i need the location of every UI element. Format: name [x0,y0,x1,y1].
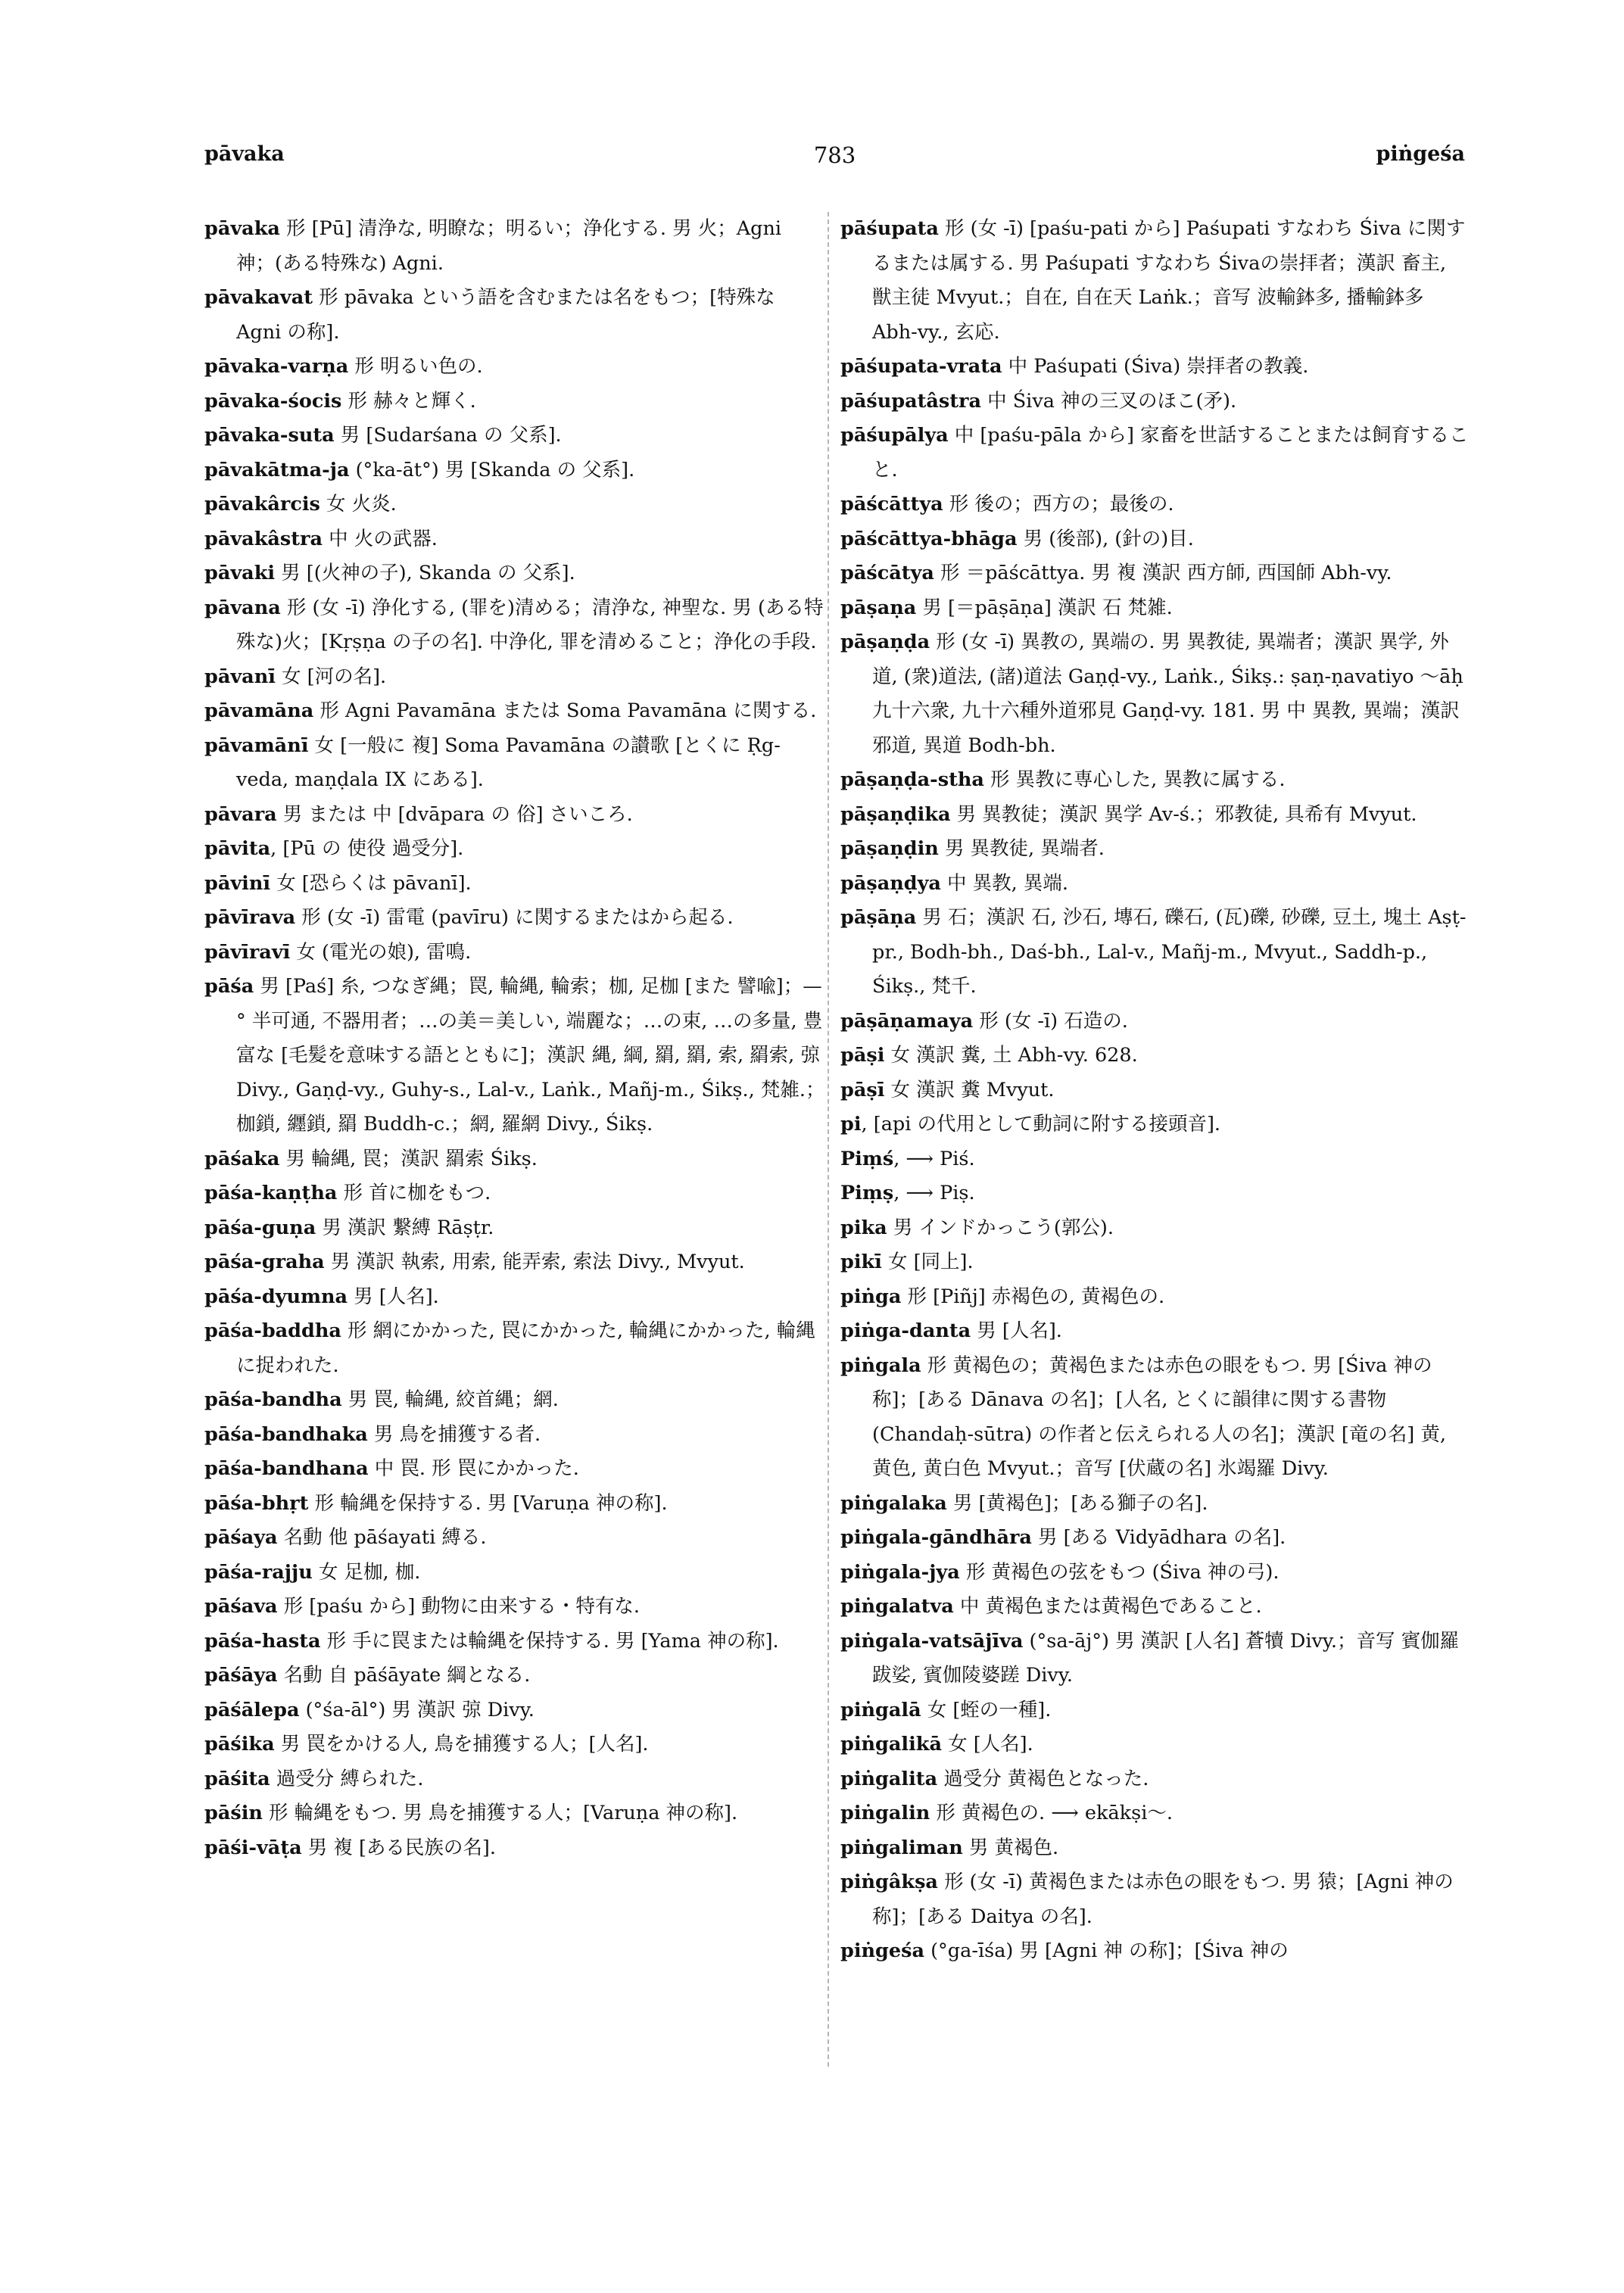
entry-headword: pāṣaṇḍya [840,871,941,895]
dictionary-entry [204,1693,825,1728]
dictionary-entry [840,798,1469,833]
dictionary-entry [204,1314,825,1383]
entry-headword: piṅgalin [840,1802,930,1824]
entry-headword: pāśa-bandhaka [204,1422,368,1446]
dictionary-entry [840,1728,1469,1762]
entry-headword: pika [840,1216,887,1239]
entry-definition: 男 [ある Vidyādhara の名]. [1031,1526,1286,1549]
dictionary-entry [840,1108,1469,1142]
entry-definition: 男 [人名]. [348,1285,439,1308]
entry-definition: 形 (女 -ī) [paśu-pati から] Paśupati すなわち Śiva に関するまたは属する. 男 Paśupati すなわち Śivaの崇拝者；漢訳 畜主, 獣主徒 Mvyut.；自在, 自在天 Laṅk.；音写 波輸鉢多, 播輸鉢多 Abh-vy., 玄応. [872,217,1466,344]
dictionary-entry [840,556,1469,591]
entry-headword: piṅgala-gāndhāra [840,1526,1032,1549]
entry-headword: pāvakātma-ja [204,458,350,481]
entry-definition: 中 異教, 異端. [940,871,1068,895]
dictionary-entry [204,832,825,867]
entry-definition: 形 (女 -ī) 異教の, 異端の. 男 異教徒, 異端者；漢訳 異学, 外道, (衆)道法, (諸)道法 Gaṇḍ-vy., Laṅk., Śikṣ.: ṣaṇ-ṇavatiyo ～āḥ 九十六衆, 九十六種外道邪見 Gaṇḍ-vy. 181. 男 中 異教, 異端；漢訳 邪道, 異道 Bodh-bh. [872,631,1463,757]
entry-definition: 女 [人名]. [941,1733,1033,1756]
entry-definition: (°ga-īśa) 男 [Agni 神 の称]；[Śiva 神の [924,1939,1289,1962]
entry-headword: pāvaka-suta [204,424,335,447]
entry-headword: pāṣī [840,1078,885,1101]
entry-definition: , [Pū の 使役 過受分]. [270,837,464,860]
entry-headword: pāśa-bhṛt [204,1491,309,1515]
entry-headword: pāvaki [204,562,276,584]
entry-definition: 女 [河の名]. [275,665,387,688]
entry-definition: (°sa-āj°) 男 漢訳 [人名] 蒼犢 Divy.；音写 賓伽羅跋娑, 賓伽陵婆蹉 Divy. [872,1629,1460,1687]
entry-headword: Piṃś [840,1147,894,1170]
dictionary-entry [204,522,825,557]
header-left-guideword: pāvaka [204,142,285,166]
entry-definition: 中 火の武器. [322,527,438,550]
entry-headword: pāvana [204,596,281,619]
entry-headword: piṅgala-jya [840,1560,960,1584]
entry-definition: 形 黄褐色の；黄褐色または赤色の眼をもつ. 男 [Śiva 神の称]；[ある Dānava の名]；[人名, とくに韻律に関する書物 (Chandaḥ-sūtra) の作者と伝えられる人の名]；漢訳 [竜の名] 黄, 黄色, 黄白色 Mvyut.；音写 [伏蔵の名] 氷竭羅 Divy. [872,1354,1446,1480]
dictionary-entry [204,1728,825,1762]
entry-headword: pāśa-bandha [204,1388,342,1411]
entry-headword: pāvaka-śocis [204,389,342,413]
dictionary-entry [840,350,1469,385]
entry-definition: 女 (電光の娘), 雷鳴. [290,940,472,964]
entry-definition: 形 (女 -ī) 雷電 (pavīru) に関するまたはから起る. [295,906,734,929]
entry-definition: , ⟶ Piś. [893,1147,975,1170]
dictionary-entry [204,1487,825,1522]
entry-headword: pāṣaṇḍa [840,631,930,653]
entry-headword: pāvara [204,802,277,826]
entry-headword: pāṣaṇḍika [840,802,951,826]
entry-headword: piṅgaliman [840,1836,963,1859]
entry-headword: pāścāttya [840,493,943,516]
entry-headword: piṅgala [840,1354,921,1377]
dictionary-entry [840,1590,1469,1625]
dictionary-entry [840,212,1469,350]
dictionary-entry [840,1934,1469,1969]
dictionary-entry [204,729,825,798]
entry-definition: 過受分 黄褐色となった. [937,1767,1149,1790]
entry-definition: 形 異教に専心した, 異教に属する. [983,768,1286,791]
dictionary-entry [840,419,1469,488]
entry-headword: piṅgalikā [840,1733,942,1756]
entry-headword: pāśa-hasta [204,1629,321,1653]
entry-definition: 男 [Paś] 糸, つなぎ縄；罠, 輪縄, 輪索；枷, 足枷 [また 譬喩]；—° 半可通, 不器用者；…の美＝美しい, 端麗な；…の束, …の多量, 豊富な [毛髪を意味する語とともに]；漢訳 縄, 綱, 羂, 羂, 索, 羂索, 弶 Divy., Gaṇḍ-vy., Guhy-s., Lal-v., Laṅk., Mañj-m., Śikṣ., 梵雑.；枷鎖, 纒鎖, 羂 Buddh-c.；網, 羅網 Divy., Śikṣ. [236,975,825,1136]
dictionary-entry [840,522,1469,557]
entry-definition: 形 [Pū] 清浄な, 明瞭な；明るい；浄化する. 男 火；Agni 神；(ある特殊な) Agni. [236,217,782,275]
entry-definition: 男 (後部), (針の)目. [1017,527,1194,550]
entry-definition: 形 黄褐色の. ⟶ ekākṣi～. [930,1802,1173,1824]
entry-definition: 中 [paśu-pāla から] 家畜を世話することまたは飼育すること. [872,424,1469,481]
dictionary-entry [840,591,1469,626]
dictionary-entry [204,488,825,522]
dictionary-entry [204,1142,825,1177]
entry-definition: 女 足枷, 枷. [312,1560,421,1584]
entry-headword: pāvamānī [204,734,309,757]
dictionary-entry [840,1005,1469,1039]
dictionary-entry [204,1556,825,1590]
dictionary-entry [840,385,1469,419]
dictionary-entry [204,1762,825,1797]
entry-headword: pāśika [204,1733,275,1756]
dictionary-entry [840,1314,1469,1349]
entry-headword: pāṣi [840,1044,885,1067]
column-divider [828,212,829,2067]
entry-headword: pāvīravī [204,940,291,964]
dictionary-entry [840,1865,1469,1934]
entry-headword: piṅgeśa [840,1939,924,1962]
entry-definition: 形 黄褐色の弦をもつ (Śiva 神の弓). [959,1560,1280,1584]
entry-definition: (°śa-āl°) 男 漢訳 弶 Divy. [299,1698,535,1721]
dictionary-entry [840,1625,1469,1693]
dictionary-entry [840,867,1469,902]
dictionary-entry [204,1590,825,1625]
entry-headword: pāṣāṇa [840,906,917,929]
entry-headword: pāśa-baddha [204,1319,341,1342]
entry-definition: 形 首に枷をもつ. [337,1182,491,1204]
entry-headword: pāvīrava [204,906,296,929]
entry-headword: pāśupatâstra [840,389,981,413]
entry-definition: 形 輪縄をもつ. 男 鳥を捕獲する人；[Varuṇa 神の称]. [262,1802,738,1824]
dictionary-entry [204,867,825,902]
entry-headword: pāśaya [204,1526,278,1549]
dictionary-entry [204,453,825,488]
entry-definition: 男 異教徒；漢訳 異学 Av-ś.；邪教徒, 具希有 Mvyut. [950,802,1417,826]
dictionary-entry [840,1556,1469,1590]
entry-definition: 形 明るい色の. [348,355,483,378]
entry-definition: 女 [一般に 複] Soma Pavamāna の讃歌 [とくに Ṛg-veda, maṇḍala IX にある]. [236,734,781,791]
entry-definition: 形 網にかかった, 罠にかかった, 輪縄にかかった, 輪縄に捉われた. [236,1319,815,1377]
entry-definition: 女 [恐らくは pāvanī]. [270,871,472,895]
entry-definition: 男 [人名]. [971,1319,1062,1342]
dictionary-entry [204,419,825,453]
entry-definition: 男 複 [ある民族の名]. [301,1836,496,1859]
dictionary-entry [840,763,1469,798]
entry-headword: piṅgalita [840,1767,938,1790]
entry-headword: pāṣāṇamaya [840,1009,974,1033]
dictionary-entry [204,694,825,729]
dictionary-entry [204,350,825,385]
entry-headword: pāśupālya [840,424,949,447]
entry-headword: pāvakavat [204,286,313,309]
dictionary-entry [840,1693,1469,1728]
entry-definition: 男 黄褐色. [962,1836,1059,1859]
entry-headword: pāśāya [204,1664,278,1687]
entry-headword: Piṃṣ [840,1182,894,1204]
dictionary-entry [840,625,1469,763]
entry-definition: 男 漢訳 執索, 用索, 能弄索, 索法 Divy., Mvyut. [324,1251,745,1273]
entry-headword: pāvakâstra [204,527,323,550]
entry-headword: pāśa [204,975,254,998]
entry-definition: 男 石；漢訳 石, 沙石, 塼石, 礫石, (瓦)礫, 砂礫, 豆土, 塊土 Aṣṭ-pr., Bodh-bh., Daś-bh., Lal-v., Mañj-m., Mvyut., Saddh-p., Śikṣ., 梵千. [872,906,1467,998]
entry-definition: 男 インドかっこう(郭公). [887,1216,1114,1239]
dictionary-entry [840,1831,1469,1866]
running-head [204,142,1465,173]
entry-headword: pāśa-rajju [204,1560,313,1584]
entry-definition: 女 漢訳 糞 Mvyut. [884,1078,1055,1101]
entry-headword: piṅgala-vatsājīva [840,1629,1024,1653]
entry-definition: 形 [Piñj] 赤褐色の, 黄褐色の. [901,1285,1165,1308]
dictionary-entry [204,1383,825,1418]
entry-headword: pāśa-kaṇṭha [204,1182,338,1204]
dictionary-entry [840,1762,1469,1797]
dictionary-entry [204,1211,825,1246]
entry-definition: 男 [Sudarśana の 父系]. [334,424,562,447]
dictionary-entry [204,385,825,419]
dictionary-entry [204,556,825,591]
entry-definition: 形 (女 -ī) 黄褐色または赤色の眼をもつ. 男 猿；[Agni 神の称]；[ある Daitya の名]. [872,1871,1454,1928]
dictionary-entry [204,798,825,833]
entry-definition: 男 [黄褐色]；[ある獅子の名]. [946,1491,1208,1515]
entry-headword: pāvita [204,837,271,860]
entry-definition: 女 [同上]. [881,1251,974,1273]
right-column [840,212,1469,1969]
dictionary-entry [204,1796,825,1831]
dictionary-entry [204,1452,825,1487]
dictionary-entry [840,1349,1469,1487]
dictionary-entry [204,970,825,1142]
entry-definition: 中 Śiva 神の三叉のほこ(矛). [981,389,1237,413]
entry-definition: 中 Paśupati (Śiva) 崇拝者の教義. [1002,355,1309,378]
dictionary-entry [840,1142,1469,1177]
entry-headword: pāśālepa [204,1698,300,1721]
entry-headword: pāvaka [204,217,280,240]
entry-headword: pāśa-guṇa [204,1216,316,1239]
entry-definition: 過受分 縛られた. [270,1767,424,1790]
entry-definition: 名動 他 pāśayati 縛る. [277,1526,487,1549]
entry-definition: 女 [蛭の一種]. [921,1698,1052,1721]
entry-definition: 女 漢訳 糞, 土 Abh-vy. 628. [884,1044,1138,1067]
entry-headword: piṅgalaka [840,1491,947,1515]
entry-definition: 中 黄褐色または黄褐色であること. [953,1595,1262,1618]
dictionary-entry [840,488,1469,522]
entry-headword: pāśa-bandhana [204,1457,369,1480]
dictionary-entry [840,1280,1469,1315]
entry-definition: 男 輪縄, 罠；漢訳 羂索 Śikṣ. [279,1147,538,1170]
entry-definition: 形 輪縄を保持する. 男 [Varuṇa 神の称]. [308,1491,668,1515]
entry-headword: pāśa-graha [204,1251,325,1273]
entry-headword: pāścātya [840,562,934,584]
entry-definition: 男 または 中 [dvāpara の 俗] さいころ. [276,802,633,826]
entry-definition: 男 異教徒, 異端者. [938,837,1105,860]
dictionary-entry [840,1521,1469,1556]
dictionary-entry [204,1280,825,1315]
entry-headword: pāvakârcis [204,493,320,516]
entry-headword: pāṣaṇḍin [840,837,939,860]
entry-headword: pāśin [204,1802,263,1824]
dictionary-entry [204,1418,825,1453]
entry-headword: piṅga-danta [840,1319,971,1342]
entry-definition: 中 罠. 形 罠にかかった. [368,1457,579,1480]
entry-headword: pikī [840,1251,882,1273]
entry-definition: (°ka-āt°) 男 [Skanda の 父系]. [349,458,635,481]
dictionary-entry [840,901,1469,1005]
dictionary-entry [840,1073,1469,1108]
dictionary-entry [204,591,825,660]
entry-definition: 女 火炎. [320,493,397,516]
entry-definition: 男 鳥を捕獲する者. [367,1422,541,1446]
entry-headword: piṅgalā [840,1698,921,1721]
dictionary-entry [840,1039,1469,1073]
entry-definition: 形 赫々と輝く. [341,389,476,413]
entry-headword: pāvanī [204,665,276,688]
dictionary-entry [204,1625,825,1659]
left-column [204,212,825,1865]
entry-headword: pāśita [204,1767,270,1790]
entry-definition: 形 後の；西方の；最後の. [943,493,1174,516]
entry-definition: , [api の代用として動詞に附する接頭音]. [861,1113,1221,1136]
dictionary-entry [204,1659,825,1693]
entry-definition: 形 (女 -ī) 石造の. [973,1009,1128,1033]
entry-definition: 形 pāvaka という語を含むまたは名をもつ；[特殊な Agni の称]. [236,286,775,344]
entry-headword: pāvamāna [204,699,314,722]
entry-definition: 形 Agni Pavamāna または Soma Pavamāna に関する. [313,699,817,722]
entry-headword: pāścāttya-bhāga [840,527,1018,550]
entry-headword: pāśupata [840,217,939,240]
dictionary-entry [204,1176,825,1211]
entry-headword: pāśa-dyumna [204,1285,348,1308]
header-right-guideword: piṅgeśa [1376,142,1465,166]
dictionary-entry [840,832,1469,867]
dictionary-entry [840,1796,1469,1831]
dictionary-entry [204,660,825,695]
entry-definition: 男 罠をかける人, 鳥を捕獲する人；[人名]. [274,1733,649,1756]
dictionary-entry [840,1176,1469,1211]
entry-headword: pāśava [204,1595,278,1618]
dictionary-entry [840,1245,1469,1280]
dictionary-entry [204,1831,825,1866]
dictionary-entry [840,1487,1469,1522]
dictionary-entry [204,1245,825,1280]
entry-headword: pāvinī [204,871,271,895]
entry-headword: pāśi-vāṭa [204,1836,302,1859]
entry-definition: 名動 自 pāśāyate 綱となる. [277,1664,531,1687]
entry-headword: piṅgalatva [840,1595,954,1618]
entry-headword: pāṣaṇa [840,596,917,619]
entry-headword: piṅga [840,1285,902,1308]
entry-headword: pi [840,1113,862,1136]
entry-definition: 形 (女 -ī) 浄化する, (罪を)清める；清浄な, 神聖な. 男 (ある特殊な)火；[Kṛṣṇa の子の名]. 中浄化, 罪を清めること；浄化の手段. [236,596,824,653]
dictionary-entry [840,1211,1469,1246]
page-number: 783 [813,142,856,168]
entry-definition: 形 ＝pāścāttya. 男 複 漢訳 西方師, 西国師 Abh-vy. [934,562,1392,584]
dictionary-entry [204,936,825,970]
entry-definition: 男 罠, 輪縄, 絞首縄；網. [341,1388,559,1411]
entry-headword: piṅgâkṣa [840,1871,938,1893]
dictionary-entry [204,901,825,936]
dictionary-entry [204,281,825,350]
dictionary-entry [204,1521,825,1556]
entry-headword: pāṣaṇḍa-stha [840,768,984,791]
entry-definition: 男 漢訳 繋縛 Rāṣṭr. [316,1216,494,1239]
dictionary-entry [204,212,825,281]
entry-headword: pāśupata-vrata [840,355,1002,378]
entry-headword: pāvaka-varṇa [204,355,349,378]
entry-definition: 形 [paśu から] 動物に由来する・特有な. [277,1595,641,1618]
entry-definition: 男 [＝pāṣāṇa] 漢訳 石 梵雑. [916,596,1173,619]
entry-definition: 形 手に罠または輪縄を保持する. 男 [Yama 神の称]. [320,1629,779,1653]
entry-definition: 男 [(火神の子), Skanda の 父系]. [275,562,575,584]
entry-definition: , ⟶ Piṣ. [893,1182,975,1204]
entry-headword: pāśaka [204,1147,280,1170]
